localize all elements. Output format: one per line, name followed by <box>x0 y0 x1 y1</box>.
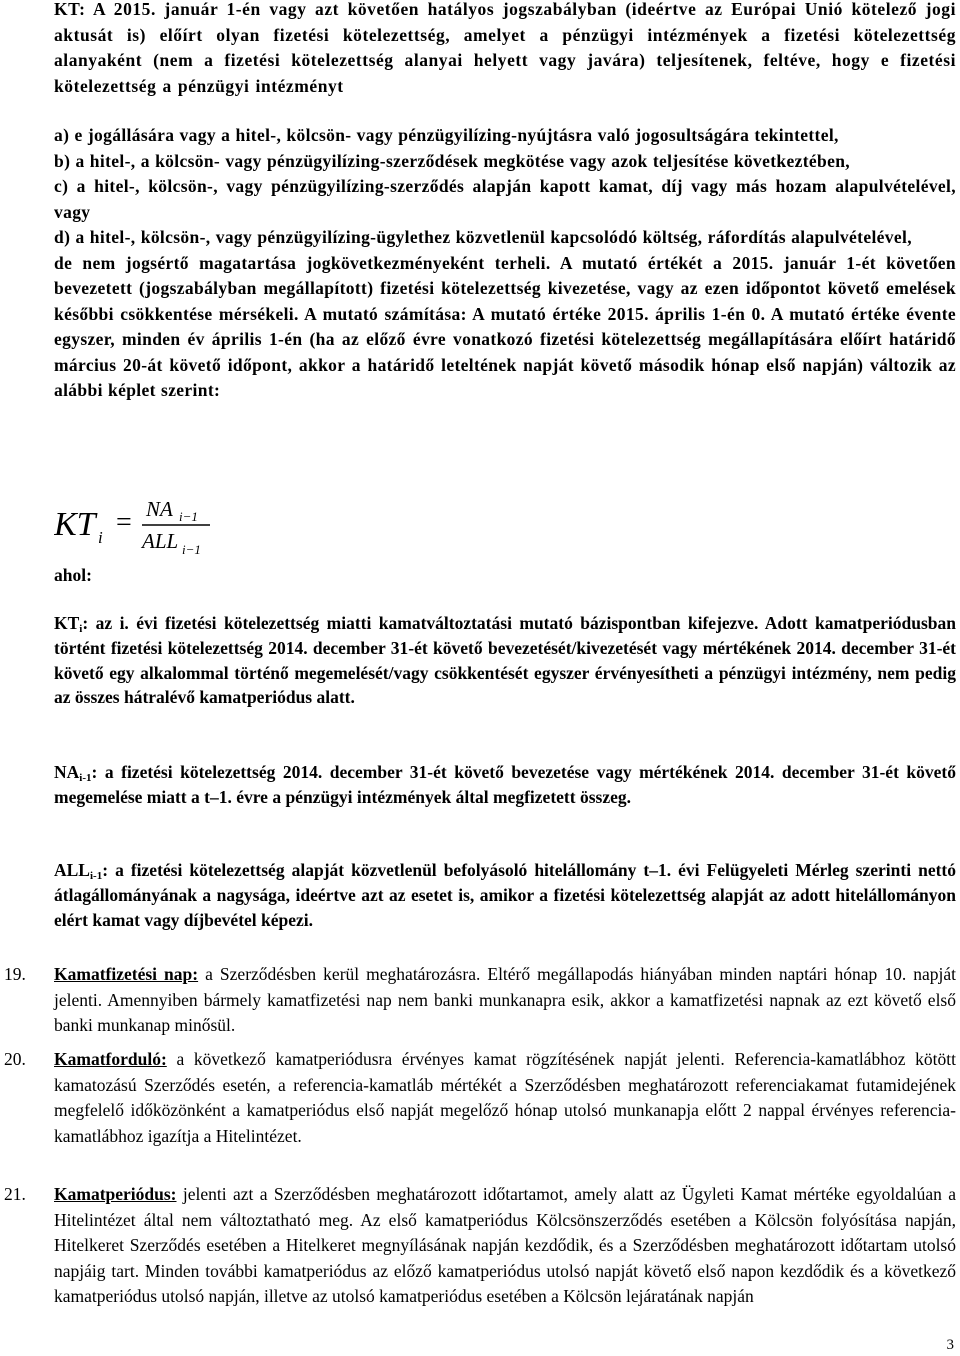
kt-item-d: d) a hitel-, kölcsön-, vagy pénzügyilízing-ügylethez közvetlenül kapcsolódó költség, ráfordítás alapulvételével, <box>54 227 912 247</box>
kt-definition <box>54 0 956 404</box>
kt-lead: KT: A 2015. január 1-én vagy azt követően hatályos jogszabályban (ideértve az Európai Unió kötelező jogi aktusát is) előírt olyan fizetési kötelezettség, amelyet a pénzügyi intézmények a fizetési kötelezettség alanyaként (nem a fizetési kötelezettség alanyai helyett vagy javára) teljesítenek, feltéve, hogy e fizetési kötelezettség a pénzügyi intézményt <box>54 0 956 96</box>
term-kamatperiodus: Kamatperiódus: <box>54 1184 177 1204</box>
def-na: $NA_{i-1}$: a fizetési kötelezettség 2014. december 31-ét követő bevezetése vagy mértékének 2014. december 31-ét követő megemelése miatt a t–1. évre a pénzügyi intézmények által megfizetett összeg. <box>54 762 956 807</box>
kt-formula <box>54 492 224 558</box>
term-kamatfordulo: Kamatforduló: <box>54 1049 167 1069</box>
kt-item-c: c) a hitel-, kölcsön-, vagy pénzügyilízing-szerződés alapján kapott kamat, díj vagy más hozam alapulvételével, vagy <box>54 176 956 222</box>
term-kamatfizetesi-nap: Kamatfizetési nap: <box>54 964 199 984</box>
formula-lhs-sub: i <box>98 528 103 547</box>
where-label: ahol: <box>54 565 92 585</box>
page-number: 3 <box>946 1337 954 1353</box>
kt-closing: de nem jogsértő magatartása jogkövetkezményeként terheli. A mutató értékét a 2015. január 1-ét követően bevezetett (jogszabályban megállapított) fizetési kötelezettség kivezetése, vagy az ezen időpontot követő emelések későbbi csökkentése mérsékeli. A mutató számítása: A mutató értéke 2015. április 1-én 0. A mutató értéke évente egyszer, minden év április 1-én (ha az előző évre vonatkozó fizetési kötelezettség megállapítására előírt határidő március 20-át követő időpont, akkor a határidő leteltének napját követő második hónap első napján) változik az alábbi képlet szerint: <box>54 252 956 400</box>
kt-item-b: b) a hitel-, a kölcsön- vagy pénzügyilízing-szerződések megkötése vagy azok teljesítése következtében, <box>54 150 851 171</box>
formula-denominator-sub: i−1 <box>182 542 201 557</box>
item-19: 19. Kamatfizetési nap: a Szerződésben kerül meghatározásra. Eltérő megállapodás hiányában minden naptári hónap 10. napját jelenti. Amennyiben bármely kamatfizetési nap nem banki munkanapra esik, akkor a kamatfizetési napnak az ezt követő első banki munkanap minősül. <box>4 964 956 1035</box>
def-all: $ALL_{i-1}$: a fizetési kötelezettség alapját közvetlenül befolyásoló hitelállomány t–1. évi Felügyeleti Mérleg szerinti nettó átlagállományának a nagysága, ideértve azt az esetet is, amikor a fizetési kötelezettség alapját az adott hitelállományon elért kamat vagy díjbevétel képezi. <box>54 860 956 930</box>
item-21: 21. Kamatperiódus: jelenti azt a Szerződésben meghatározott időtartamot, amely alatt az Ügyleti Kamat mértéke egyoldalúan a Hitelintézet által nem változtatható meg. Az első kamatperiódus Kölcsönszerződés esetében a Kölcsön folyósítása napján, Hitelkeret Szerződés esetében a Hitelkeret megnyílásának napján kezdődik, és a Szerződésben meghatározott időtartam utolsó napjáig tart. Minden további kamatperiódus az előző kamatperiódus utolsó napját követő első napon kezdődik és a következő kamatperiódus utolsó napján, illetve az utolsó kamatperiódus esetében a Kölcsön lejáratának napján <box>4 1184 956 1306</box>
formula-numerator-sub: i−1 <box>179 509 198 524</box>
def-kt: $KT_i$: az i. évi fizetési kötelezettség miatti kamatváltoztatási mutató bázispontban kifejezve. Adott kamatperiódusban történt fizetési kötelezettség 2014. december 31-ét követő bevezetését/kivezetését vagy mértékének 2014. december 31-ét követő egy alkalommal történő megemelését/vagy csökkentését egyszer érvényesítheti a pénzügyi intézmény, nem pedig az összes hátralévő kamatperiódus alatt. <box>54 613 956 708</box>
formula-equals: = <box>116 507 132 538</box>
formula-numerator: NA <box>146 497 173 521</box>
item-number: 20. <box>4 1049 26 1069</box>
item-number: 21. <box>4 1184 26 1204</box>
kt-item-a: a) e jogállására vagy a hitel-, kölcsön- vagy pénzügyilízing-nyújtásra való jogosultságára tekintettel, <box>54 125 839 145</box>
formula-lhs: KT <box>54 506 96 543</box>
formula-denominator: ALL <box>142 529 179 553</box>
item-20: 20. Kamatforduló: a következő kamatperiódusra érvényes kamat rögzítésének napját jelenti. Referencia-kamatlábhoz kötött kamatozású Szerződés esetén, a referencia-kamatláb mértékét a Szerződésben meghatározott referenciakamat futamidejének megfelelő időközönként a kamatperiódus első napját megelőző hónap utolsó munkanapja előtt 2 nappal érvényes referencia-kamatlábhoz igazítja a Hitelintézet. <box>4 1049 956 1146</box>
item-number: 19. <box>4 964 26 984</box>
